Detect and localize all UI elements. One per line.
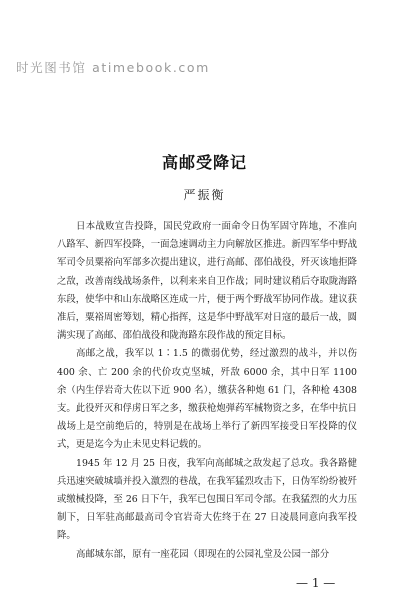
- paragraph-4: 高邮城东部，原有一座花园（即现在的公园礼堂及公园一部分: [76, 548, 330, 560]
- page-number: — 1 —: [296, 576, 336, 590]
- paragraph-1: 日本战败宣告投降，国民党政府一面命令日伪军固守阵地，不准向八路军、新四军投降，一面急速调动主力向解放区推进。新四军华中野战军司令员粟裕向军部多次提出建议，进行高邮、邵伯战役，歼灭该地拒降之敌，改善南线战场条件，以利来来自卫作战；同时建议稍后夺取陇海路东段，使华中和山东战略区连成一片，便于两个野战军协同作战。建议获准后，粟裕周密筹划，精心指挥，这是华中野战军对日寇的最后一战，圆满实现了高邮、邵伯战役和陇海路东段作战的预定目标。: [57, 221, 358, 342]
- watermark-text: 时光图书馆 atimebook.com: [16, 60, 210, 75]
- author-name: 严振衡: [183, 188, 226, 202]
- page-title: 高邮受降记: [161, 153, 247, 172]
- paragraph-3: 1945 年 12 月 25 日夜，我军向高邮城之敌发起了总攻。我各路健兵迅速突破城墙并投入激烈的巷战，在我军猛烈攻击下，日伪军纷纷被歼或缴械投降，至 26 日下午，我军已包围日军司令部。在我猛烈的火力压制下，日军驻高邮最高司令官岩奇大佐终于在 27 日凌晨同意向我军投降。: [57, 457, 358, 542]
- article-body: [57, 218, 357, 564]
- paragraph-2: 高邮之战，我军以 1∶1.5 的微弱优势，经过激烈的战斗，并以伤 400 余、亡 200 余的代价攻克坚城，歼敌 6000 余，其中日军 1100 余（内生俘岩奇大佐以下近 900 名），缴获各种炮 61 门，各种枪 4308 支。此役歼灭和俘虏日军之多，缴获枪炮弹药军械物资之多，在华中抗日战场上是空前绝后的，特别是在战场上举行了新四军接受日军投降的仪式，更是迄今为止未见史料记载的。: [57, 348, 358, 451]
